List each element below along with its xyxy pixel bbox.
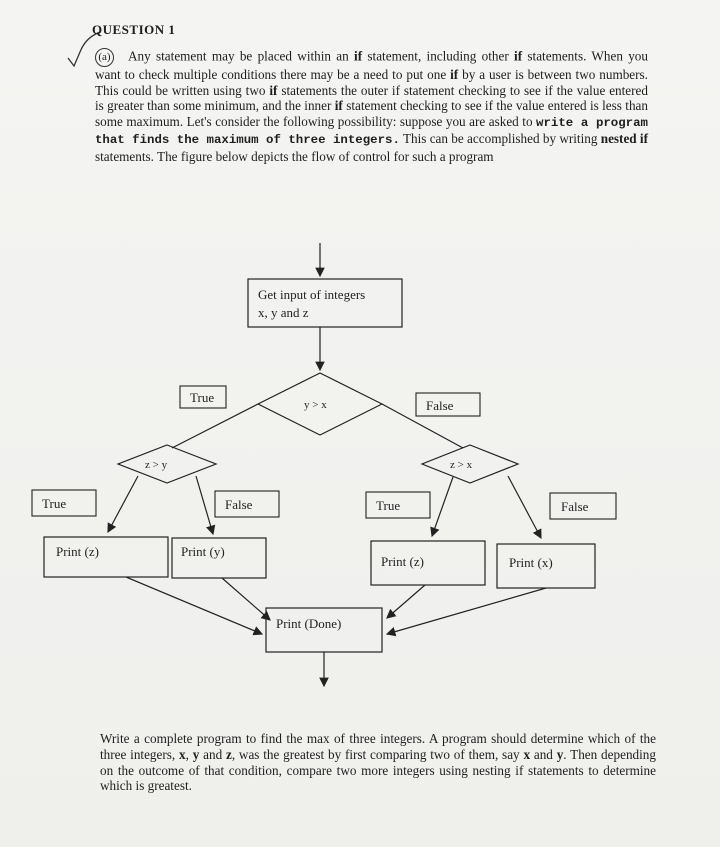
label-right-true: True (376, 498, 401, 513)
task-paragraph: Write a complete program to find the max of three integers. A program should determine which of the three integers, x, y and z, was the greatest by first comparing two of them, say x and y. Then depending on the outcome of that condition, compare two more integers using nesting if statements to determine which is greatest. (100, 731, 656, 794)
decision-main-text: y > x (304, 399, 327, 411)
print-z-right: Print (z) (381, 554, 424, 569)
print-done: Print (Done) (276, 616, 342, 631)
label-left-false: False (225, 497, 253, 512)
part-label: (a) (95, 48, 114, 67)
decision-left (118, 445, 216, 483)
label-main-true: True (190, 390, 215, 405)
decision-main (258, 373, 382, 435)
question-heading: QUESTION 1 (92, 22, 176, 37)
print-done-box (266, 608, 382, 652)
print-y-box (172, 538, 266, 578)
decision-left-text: z > y (145, 459, 168, 471)
label-right-false: False (561, 499, 589, 514)
input-text-line1: Get input of integers (258, 287, 366, 302)
print-y: Print (y) (181, 544, 225, 559)
print-z-right-box (371, 541, 485, 585)
decision-right-text: z > x (450, 459, 473, 471)
print-x: Print (x) (509, 555, 553, 570)
print-x-box (497, 544, 595, 588)
input-box (248, 279, 402, 327)
print-z-left: Print (z) (56, 544, 99, 559)
print-z-left-box (44, 537, 168, 577)
task-highlight: write a program that finds the maximum of three integers. (95, 115, 648, 148)
label-main-false: False (426, 398, 454, 413)
decision-right (422, 445, 518, 483)
intro-paragraph: (a) Any statement may be placed within an if statement, including other if statements. When you want to check multiple conditions there may be a need to put one if by a user is between two numbers. This could be written using two if statements the outer if statement checking to see if the value entered is greater than some minimum, and the inner if statement checking to see if the value entered is less than some maximum. Let's consider the following possibility: suppose you are asked to write a program that finds the maximum of three integers. This can be accomplished by writing nested if statements. The figure below depicts the flow of control for such a program (95, 48, 649, 164)
label-left-true: True (42, 496, 67, 511)
input-text-line2: x, y and z (258, 305, 309, 320)
